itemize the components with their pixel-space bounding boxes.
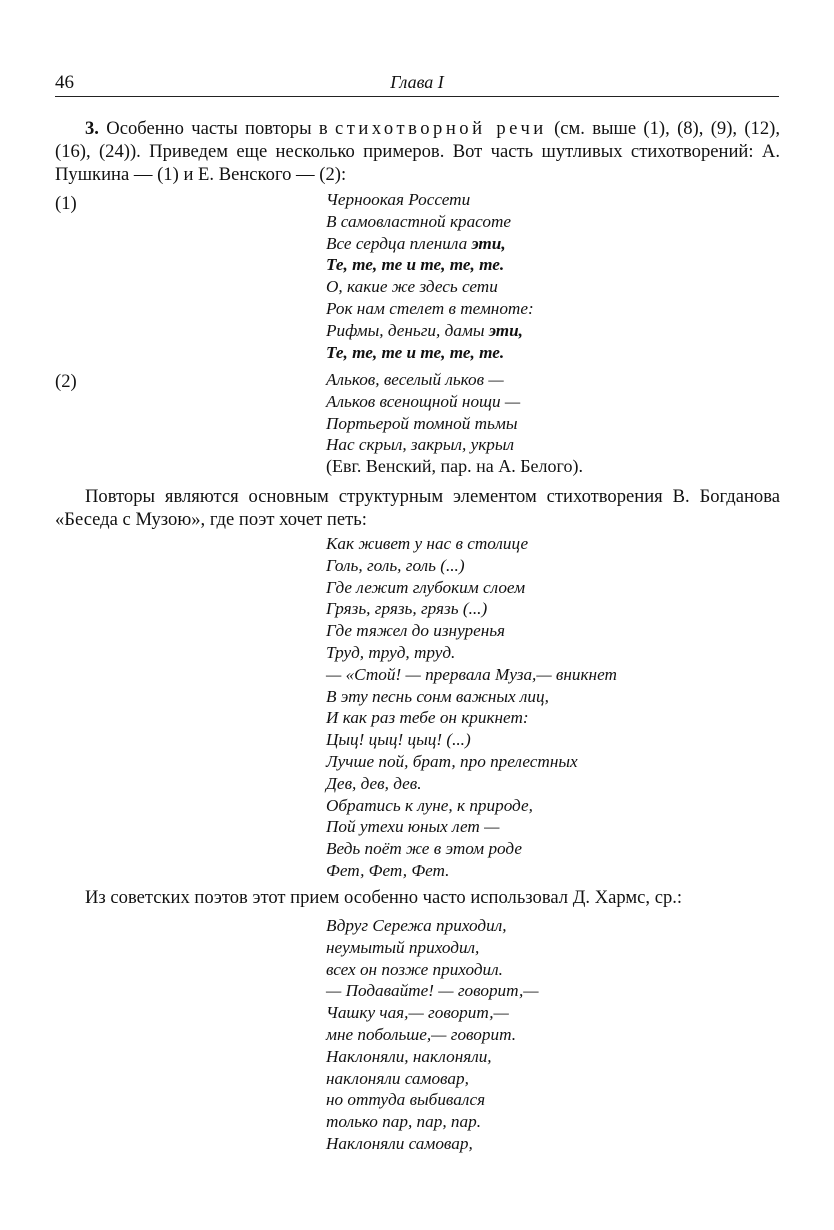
poem-line: Портьерой томной тьмы [326,413,518,433]
para3-text: Из советских поэтов этот прием особенно часто использовал Д. Хармс, ср.: [85,887,683,908]
poem-line-bold: эти, [488,320,523,340]
poem-line: только пар, пар, пар. [326,1112,481,1132]
poem-line: Где тяжел до изнуренья [326,621,506,641]
page-header [55,68,779,97]
poem-line: мне побольше,— говорит. [326,1024,516,1044]
poem-line: Как живет у нас в столице [326,534,529,553]
paragraph-bogdanov [55,485,780,531]
poem-line-part: Все сердца пленила [326,233,472,253]
poem-line: Дев, дев, дев. [326,773,422,793]
poem-line: Нас скрыл, закрыл, укрыл [326,435,514,455]
poem-line: Альков всенощной нощи — [326,391,521,411]
poem-line: Рок нам стелет в темноте: [326,298,534,318]
page-number: 46 [55,72,74,93]
poem-line: Вдруг Сережа приходил, [326,916,507,935]
poem-line: В самовластной красоте [326,211,512,231]
paragraph-kharms [55,886,780,909]
poem-line: — «Стой! — прервала Муза,— вникнет [326,664,617,684]
poem-line: Чашку чая,— говорит,— [326,1003,509,1023]
para2-text: Повторы являются основным структурным элементом стихотворения В. Богданова «Беседа с Музою», где поэт хочет петь: [55,486,780,530]
poem-line-bold: Те, те, те и те, те, те. [326,342,505,362]
poem-line: В эту песнь сонм важных лиц, [326,686,549,706]
poem-kharms [326,915,539,1155]
poem-line [326,233,534,255]
poem-line: всех он позже приходил. [326,959,503,979]
poem-line-bold: эти, [471,233,506,253]
para1-text-before: Особенно часты повторы в [98,118,335,139]
poem-line: Черноокая Россети [326,190,471,209]
poem-line: но оттуда выбивался [326,1090,486,1110]
example-label-1: (1) [55,193,77,214]
poem-bogdanov [326,533,617,882]
poem-line [326,320,534,342]
poem-line-part: Рифмы, деньги, дамы [326,320,489,340]
poem-line: неумытый приходил, [326,937,480,957]
poem-line: Фет, Фет, Фет. [326,860,450,880]
poem-line: О, какие же здесь сети [326,277,498,297]
section-number: 3. [85,118,99,139]
poem-line: Цыц! цыц! цыц! (...) [326,730,471,750]
para1-text-after: (см. выше (1), (8), (9), (12), (16), (24)). Приведем еще несколько примеров. Вот часть шутливых стихотворений: А. Пушкина — (1) и Е. Венского — (2): [55,118,780,185]
poem-line: И как раз тебе он крикнет: [326,708,529,728]
poem-line: Ведь поёт же в этом роде [326,839,522,859]
poem-line: — Подавайте! — говорит,— [326,981,539,1001]
poem-line-bold: Те, те, те и те, те, те. [326,255,505,275]
poem-line: Наклоняли самовар, [326,1133,473,1153]
poem-line: Где лежит глубоким слоем [326,577,526,597]
poem-line: Грязь, грязь, грязь (...) [326,599,488,619]
poem-line: Пой утехи юных лет — [326,817,500,837]
para1-spaced-text: стихотворной речи [335,118,547,139]
poem-line: наклоняли самовар, [326,1068,469,1088]
poem-line: Альков, веселый льков — [326,370,504,389]
example-label-2: (2) [55,371,77,392]
poem-line: Голь, голь, голь (...) [326,555,465,575]
poem-line: Лучше пой, брат, про прелестных [326,751,578,771]
paragraph-3 [55,117,780,186]
poem-source: (Евг. Венский, пар. на А. Белого). [326,456,583,477]
poem-vensky [326,369,583,478]
poem-line: Труд, труд, труд. [326,642,456,662]
poem-pushkin [326,189,534,363]
poem-line: Наклоняли, наклоняли, [326,1046,492,1066]
poem-line: Обратись к луне, к природе, [326,795,533,815]
running-head: Глава I [390,72,444,92]
